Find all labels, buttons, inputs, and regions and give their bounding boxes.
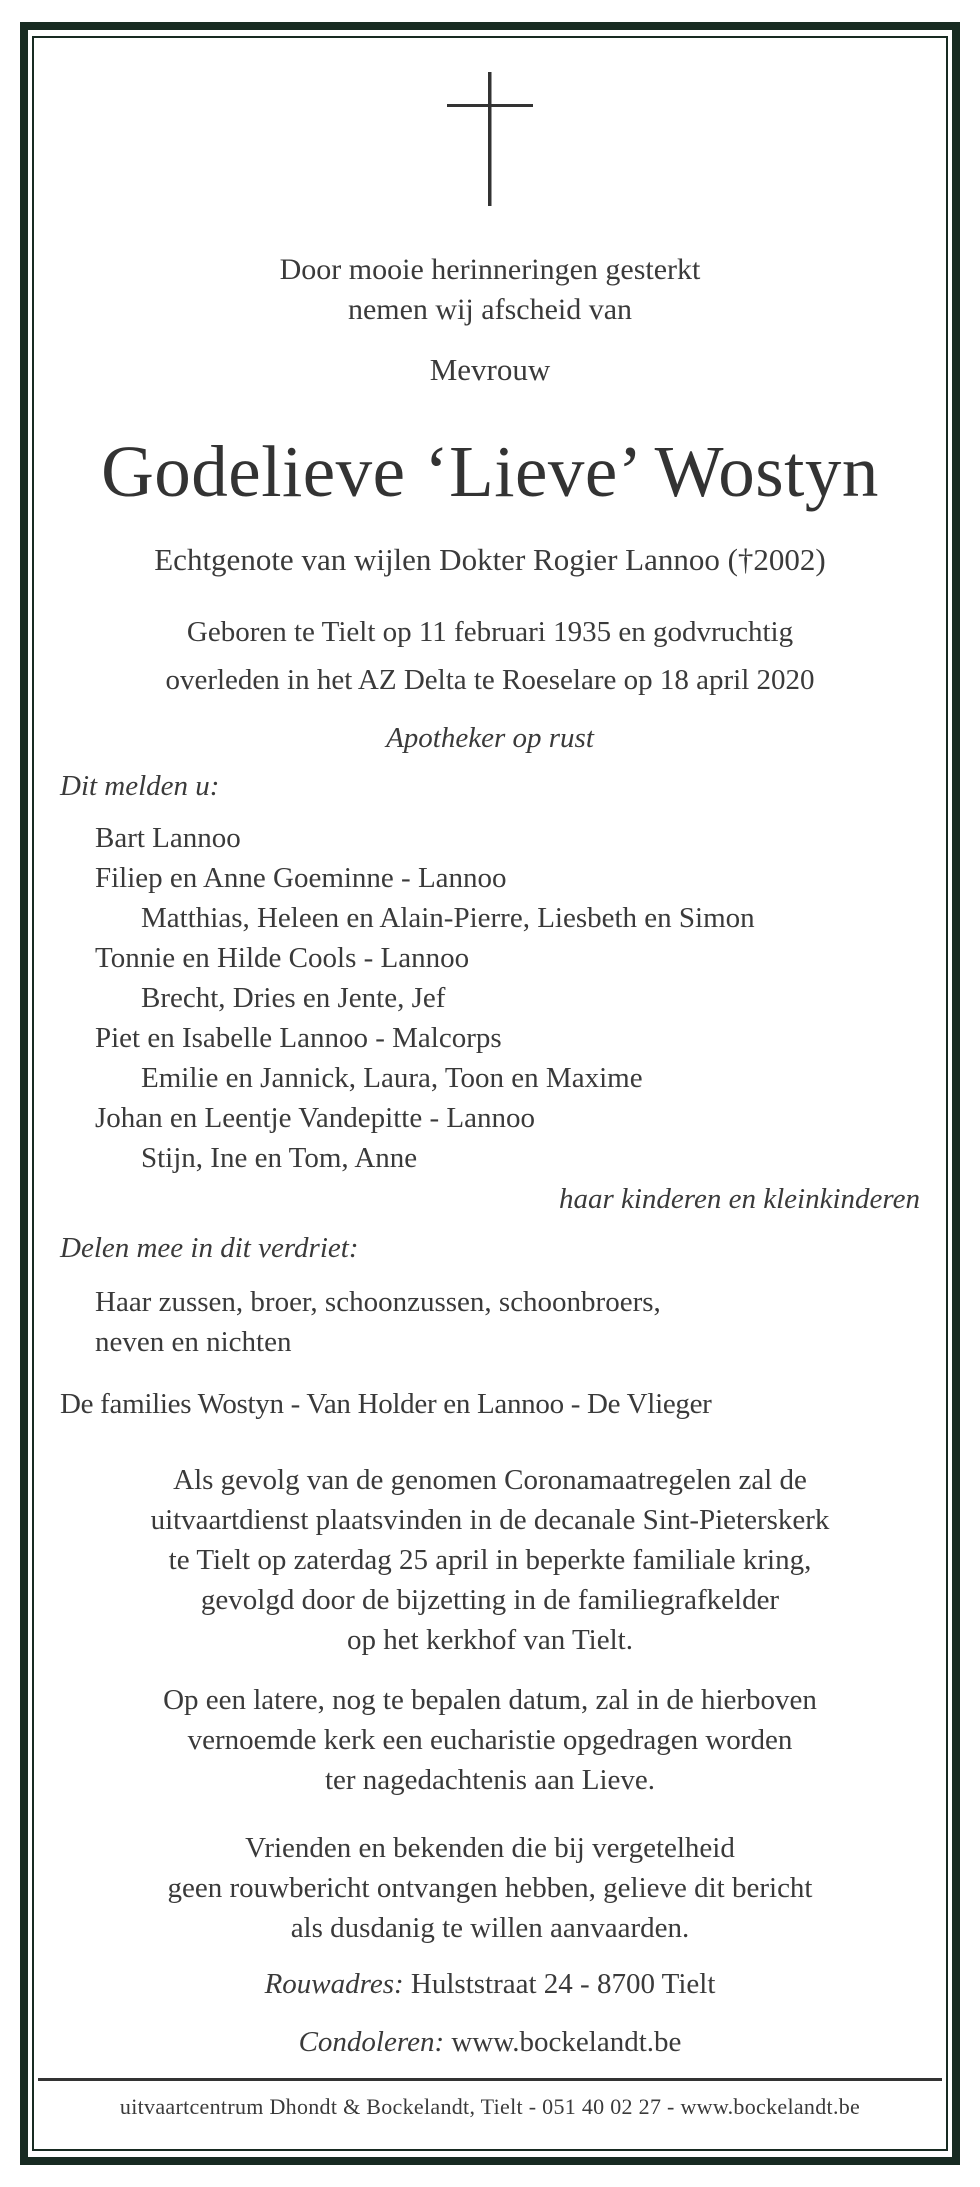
notice-paragraph	[0, 1828, 980, 1948]
list-item: Tonnie en Hilde Cools - Lannoo	[95, 942, 470, 974]
intro-text	[0, 250, 980, 330]
footer-divider	[38, 2078, 942, 2081]
list-item: Filiep en Anne Goeminne - Lannoo	[95, 862, 507, 894]
footer-text: uitvaartcentrum Dhondt & Bockelandt, Tielt - 051 40 02 27 - www.bockelandt.be	[119, 2094, 861, 2119]
paragraph-line: ter nagedachtenis aan Lieve.	[324, 1764, 656, 1796]
share-label: Delen mee in dit verdriet:	[60, 1232, 359, 1264]
birth-death-text	[0, 608, 980, 704]
profession: Apotheker op rust	[386, 722, 594, 754]
list-item: Johan en Leentje Vandepitte - Lannoo	[95, 1102, 535, 1134]
list-item: Emilie en Jannick, Laura, Toon en Maxime	[141, 1062, 643, 1094]
family-caption: haar kinderen en kleinkinderen	[558, 1183, 920, 1215]
condoleren-link[interactable]: www.bockelandt.be	[451, 2026, 682, 2058]
paragraph-line: Vrienden en bekenden die bij vergetelheid	[245, 1832, 735, 1864]
list-item: Stijn, Ine en Tom, Anne	[141, 1142, 418, 1174]
families-line: De families Wostyn - Van Holder en Lannoo - De Vlieger	[60, 1388, 712, 1420]
paragraph-line: uitvaartdienst plaatsvinden in de decanale Sint-Pieterskerk	[150, 1504, 830, 1536]
paragraph-line: als dusdanig te willen aanvaarden.	[290, 1912, 690, 1944]
funeral-paragraph	[0, 1460, 980, 1660]
salutation: Mevrouw	[429, 352, 551, 387]
mourning-address	[0, 1968, 980, 2001]
spouse-line: Echtgenote van wijlen Dokter Rogier Lannoo (†2002)	[154, 542, 826, 577]
paragraph-line: vernoemde kerk een eucharistie opgedragen worden	[187, 1724, 793, 1756]
list-item: Piet en Isabelle Lannoo - Malcorps	[95, 1022, 502, 1054]
siblings-text	[95, 1282, 661, 1362]
list-item: Bart Lannoo	[95, 822, 241, 854]
deceased-name: Godelieve ‘Lieve’ Wostyn	[101, 431, 879, 512]
paragraph-line: op het kerkhof van Tielt.	[347, 1624, 633, 1656]
eucharist-paragraph	[0, 1680, 980, 1800]
family-list	[95, 818, 755, 1178]
siblings-line: Haar zussen, broer, schoonzussen, schoonbroers,	[95, 1286, 661, 1318]
condoleren-label: Condoleren:	[298, 2026, 445, 2058]
cross-icon	[447, 72, 533, 206]
announce-label: Dit melden u:	[60, 770, 220, 802]
paragraph-line: gevolgd door de bijzetting in de familiegrafkelder	[200, 1584, 780, 1616]
paragraph-line: te Tielt op zaterdag 25 april in beperkte familiale kring,	[168, 1544, 812, 1576]
paragraph-line: geen rouwbericht ontvangen hebben, gelieve dit bericht	[167, 1872, 813, 1904]
rouwadres-value: Hulststraat 24 - 8700 Tielt	[410, 1968, 716, 2000]
condolence-line	[0, 2026, 980, 2059]
paragraph-line: Op een latere, nog te bepalen datum, zal in de hierboven	[163, 1684, 817, 1716]
intro-line: Door mooie herinneringen gesterkt	[279, 253, 701, 286]
list-item: Matthias, Heleen en Alain-Pierre, Liesbeth en Simon	[141, 902, 755, 934]
siblings-line: neven en nichten	[95, 1326, 292, 1358]
list-item: Brecht, Dries en Jente, Jef	[141, 982, 446, 1014]
intro-line: nemen wij afscheid van	[347, 293, 633, 326]
birth-line: Geboren te Tielt op 11 februari 1935 en godvruchtig	[186, 616, 794, 648]
rouwadres-label: Rouwadres:	[264, 1968, 404, 2000]
paragraph-line: Als gevolg van de genomen Coronamaatregelen zal de	[173, 1464, 807, 1496]
death-line: overleden in het AZ Delta te Roeselare op 18 april 2020	[165, 664, 815, 696]
